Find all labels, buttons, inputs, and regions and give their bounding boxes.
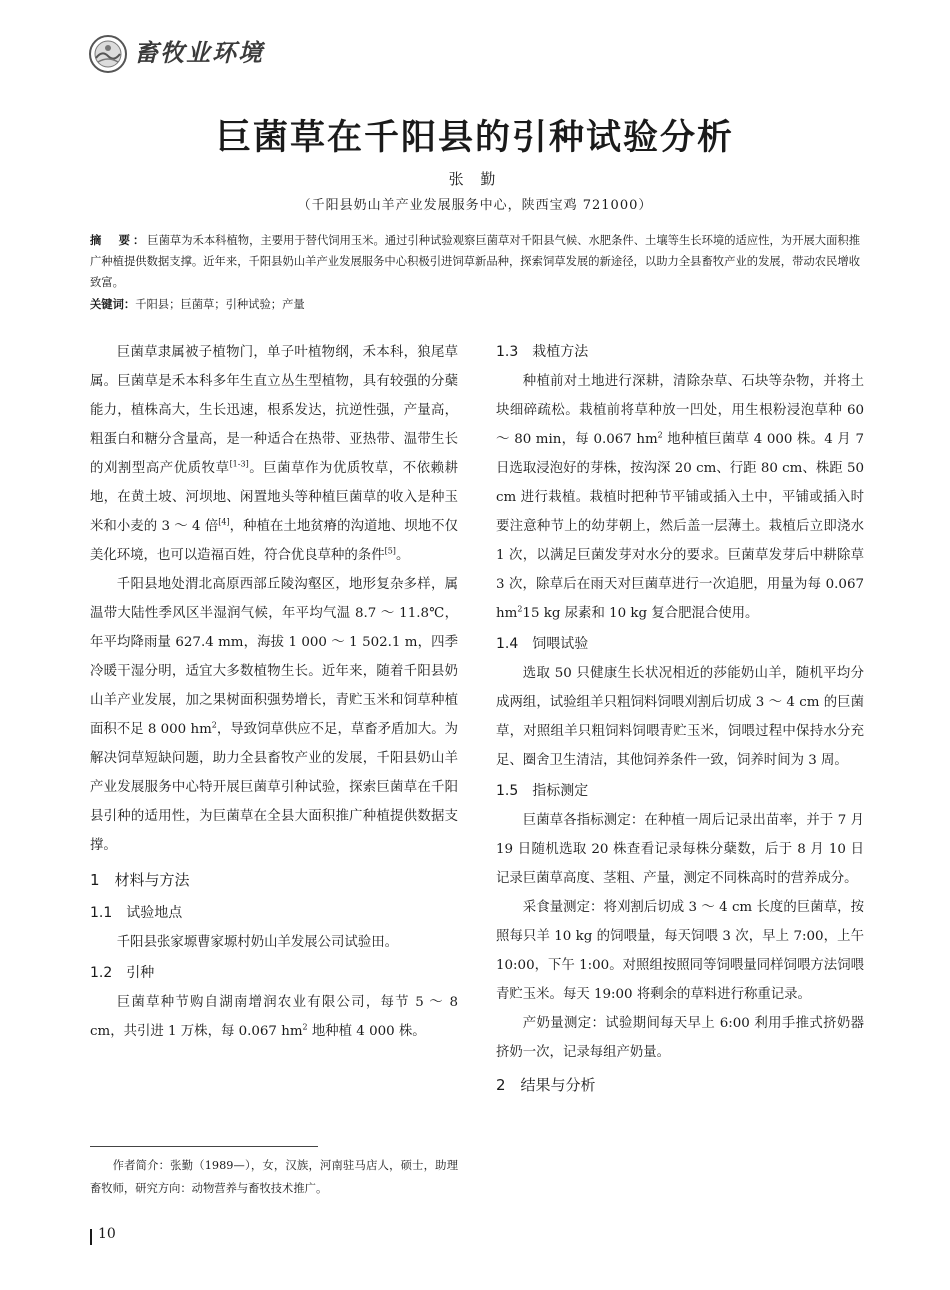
abstract-text: 巨菌草为禾本科植物，主要用于替代饲用玉米。通过引种试验观察巨菌草对千阳县气候、水肥条件、土壤等生长环境的适应性，为开展大面积推广种植提供数据支撑。近年来，千阳县奶山羊产业发展服务中心积极引进饲草新品种，探索饲草发展的新途径，以助力全县畜牧产业的发展，带动农民增收致富。 [90, 234, 860, 289]
paragraph-planting: 种植前对土地进行深耕，清除杂草、石块等杂物，并将土块细碎疏松。栽植前将草种放一凹处，用生根粉浸泡草种 60 ～ 80 min，每 0.067 $hm^2$ 地种植巨菌草 4 000 株。4 月 7 日选取浸泡好的芽株，按沟深 20 cm、行距 80 cm、株距 50 cm 进行栽植。栽植时把种节平铺或插入土中，平铺或插入时要注意种节上的幼芽朝上，然后盖一层薄土。栽植后立即浇水 1 次，以满足巨菌发芽对水分的要求。巨菌草发芽后中耕除草 3 次，除草后在雨天对巨菌草进行一次追肥，用量为每 0.067 $hm^215$ kg 尿素和 10 kg 复合肥混合使用。 [496, 374, 865, 621]
intro-paragraph-1: 巨菌草隶属被子植物门，单子叶植物纲，禾本科，狼尾草属。巨菌草是禾本科多年生直立丛生型植物，具有较强的分蘖能力，植株高大，生长迅速，根系发达，抗逆性强，产量高，粗蛋白和糖分含量高，是一种适合在热带、亚热带、温带生长的刈割型高产优质牧草[1-3]。巨菌草作为优质牧草，不依赖耕地，在黄土坡、河坝地、闲置地头等种植巨菌草的收入是种玉米和小麦的 3 ～ 4 倍[4]，种植在土地贫瘠的沟道地、坝地不仅美化环境，也可以造福百姓，符合优良草种的条件[5]。 [90, 345, 459, 563]
paragraph-intake: 采食量测定：将刈割后切成 3 ～ 4 cm 长度的巨菌草，按照每只羊 10 kg 的饲喂量，每天饲喂 3 次，早上 7:00，上午 10:00，下午 1:00。对照组按照同等饲喂量同样饲喂方法饲喂青贮玉米。每天 19:00 将剩余的草料进行称重记录。 [496, 900, 864, 1002]
subsection-heading-1-3: 1.3 栽植方法 [496, 344, 589, 360]
section-heading-1: 1 材料与方法 [90, 871, 190, 889]
paragraph-test-site: 千阳县张家塬曹家塬村奶山羊发展公司试验田。 [116, 935, 398, 950]
page-number-bar [90, 1229, 92, 1245]
left-column [90, 338, 458, 1046]
journal-name: 畜牧业环境 [134, 38, 264, 67]
subsection-heading-1-4: 1.4 饲喂试验 [496, 636, 589, 652]
author-footnote: 作者简介：张勤（1989—），女，汉族，河南驻马店人，硕士，助理畜牧师，研究方向：动物营养与畜牧技术推广。 [90, 1159, 458, 1195]
intro-paragraph-2: 千阳县地处渭北高原西部丘陵沟壑区，地形复杂多样，属温带大陆性季风区半湿润气候，年平均气温 8.7 ～ 11.8℃，年平均降雨量 627.4 mm，海拔 1 000 ～ 1 502.1 m，四季冷暖干湿分明，适宜大多数植物生长。近年来，随着千阳县奶山羊产业发展，加之果树面积强势增长，青贮玉米和饲草种植面积不足 8 000 $hm^2$，导致饲草供应不足，草畜矛盾加大。为解决饲草短缺问题，助力全县畜牧产业的发展，千阳县奶山羊产业发展服务中心特开展巨菌草引种试验，探索巨菌草在千阳县引种的适用性，为巨菌草在全县大面积推广种植提供数据支撑。 [90, 577, 459, 853]
abstract-label: 摘 要： [90, 234, 148, 247]
keywords-text: 千阳县；巨菌草；引种试验；产量 [135, 298, 305, 311]
citation: [1-3] [229, 459, 249, 469]
footnote-divider [90, 1146, 318, 1147]
keywords-label: 关键词： [90, 298, 136, 311]
abstract [90, 230, 860, 293]
paragraph-introduction: 巨菌草种节购自湖南增润农业有限公司，每节 5 ～ 8 cm，共引进 1 万株，每 0.067 $hm^2$ 地种植 4 000 株。 [90, 995, 458, 1039]
citation: [5] [384, 546, 396, 556]
page-number: 10 [98, 1226, 116, 1242]
subsection-heading-1-5: 1.5 指标测定 [496, 783, 589, 799]
section-heading-2: 2 结果与分析 [496, 1076, 596, 1094]
paragraph-feeding-trial: 选取 50 只健康生长状况相近的莎能奶山羊，随机平均分成两组，试验组羊只粗饲料饲喂刈割后切成 3 ～ 4 cm 的巨菌草，对照组羊只粗饲料饲喂青贮玉米，饲喂过程中保持水分充足、圈舍卫生清洁，其他饲养条件一致，饲养时间为 3 周。 [496, 666, 864, 768]
affiliation: （千阳县奶山羊产业发展服务中心，陕西宝鸡 721000） [297, 198, 653, 213]
citation: [4] [218, 517, 230, 527]
subsection-heading-1-1: 1.1 试验地点 [90, 905, 183, 921]
author: 张 勤 [448, 170, 502, 188]
right-column [496, 338, 864, 1100]
article-title: 巨菌草在千阳县的引种试验分析 [215, 118, 734, 158]
paragraph-milk-yield: 产奶量测定：试验期间每天早上 6:00 利用手推式挤奶器挤奶一次，记录每组产奶量。 [496, 1016, 864, 1060]
journal-logo-icon [88, 34, 128, 74]
keywords [90, 295, 860, 315]
paragraph-indicators: 巨菌草各指标测定：在种植一周后记录出苗率，并于 7 月 19 日随机选取 20 株查看记录每株分蘖数，后于 8 月 10 日记录巨菌草高度、茎粗、产量，测定不同株高时的营养成分。 [496, 813, 864, 886]
subsection-heading-1-2: 1.2 引种 [90, 965, 155, 981]
